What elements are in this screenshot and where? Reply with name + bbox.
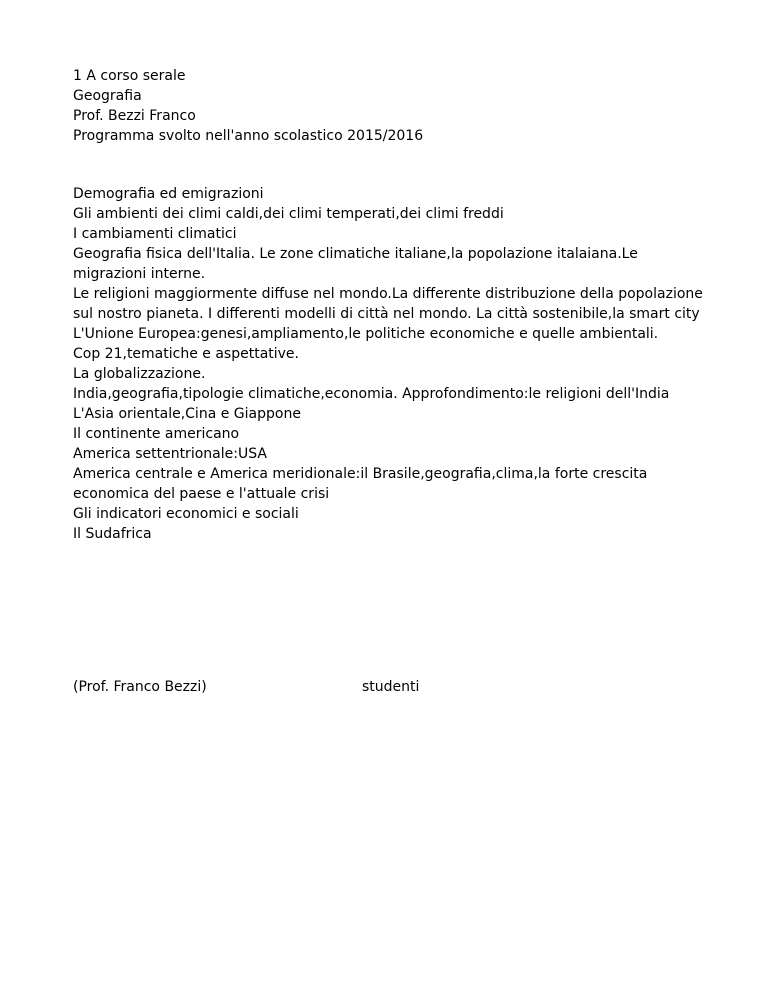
program-item: I cambiamenti climatici [73, 226, 237, 242]
program-item: America settentrionale:USA [73, 446, 267, 462]
program-item: Demografia ed emigrazioni [73, 186, 264, 202]
document-title: Programma svolto nell'anno scolastico 2015/2016 [73, 128, 424, 144]
program-list [73, 184, 713, 544]
program-item: Le religioni maggiormente diffuse nel mondo.La differente distribuzione della popolazione sul nostro pianeta. I differenti modelli di città nel mondo. La città sostenibile,la smart city [73, 286, 703, 322]
program-item: Gli ambienti dei climi caldi,dei climi temperati,dei climi freddi [73, 206, 504, 222]
program-item: America centrale e America meridionale:il Brasile,geografia,clima,la forte crescita economica del paese e l'attuale crisi [73, 466, 648, 502]
students-signature: studenti [362, 679, 420, 695]
program-item: L'Unione Europea:genesi,ampliamento,le politiche economiche e quelle ambientali. [73, 326, 659, 342]
program-item: L'Asia orientale,Cina e Giappone [73, 406, 301, 422]
program-item: Gli indicatori economici e sociali [73, 506, 299, 522]
program-item: Il Sudafrica [73, 526, 152, 542]
class-line: 1 A corso serale [73, 68, 186, 84]
program-item: Il continente americano [73, 426, 240, 442]
signature-row [73, 677, 713, 697]
teacher-line: Prof. Bezzi Franco [73, 108, 196, 124]
program-item: Cop 21,tematiche e aspettative. [73, 346, 299, 362]
program-item: India,geografia,tipologie climatiche,economia. Approfondimento:le religioni dell'India [73, 386, 670, 402]
document-header [73, 66, 713, 146]
teacher-signature: (Prof. Franco Bezzi) [73, 679, 207, 695]
program-item: Geografia fisica dell'Italia. Le zone climatiche italiane,la popolazione italaiana.Le migrazioni interne. [73, 246, 638, 282]
program-item: La globalizzazione. [73, 366, 206, 382]
subject-line: Geografia [73, 88, 142, 104]
